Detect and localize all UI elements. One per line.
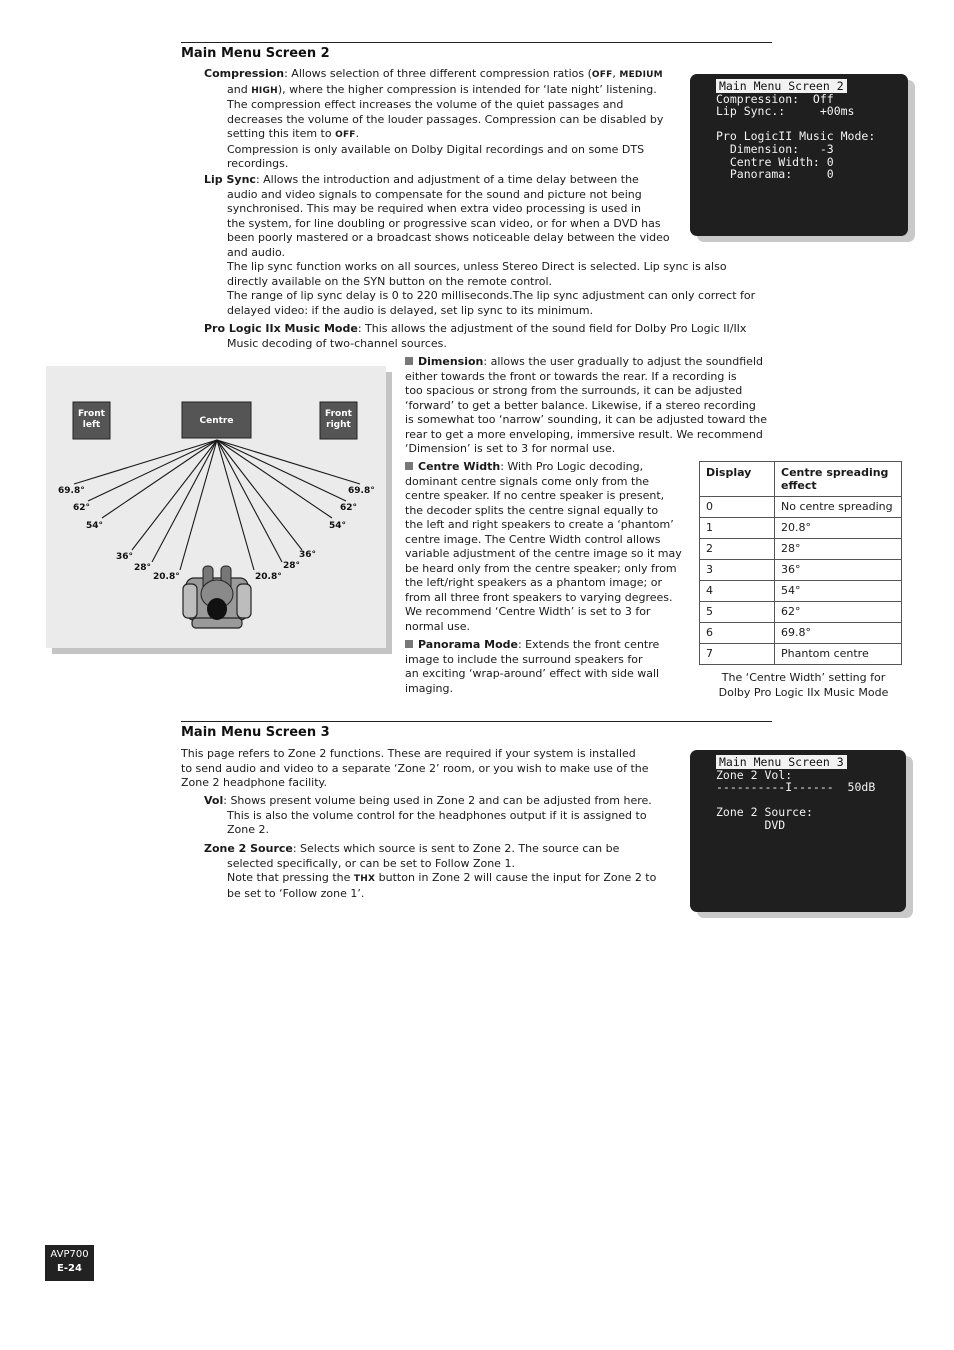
lipsync-text: The range of lip sync delay is 0 to 220 milliseconds.The lip sync adjustment can only correct for bbox=[227, 289, 756, 302]
lipsync-text: delayed video: if the audio is delayed, set lip sync to its minimum. bbox=[227, 303, 594, 317]
table-caption-line: Dolby Pro Logic IIx Music Mode bbox=[718, 686, 889, 699]
angle-label-right: 62° bbox=[340, 503, 358, 513]
table-cell: 54° bbox=[775, 581, 902, 602]
front-right-label: Front bbox=[325, 409, 352, 419]
dimension-text: ‘Dimension’ is set to 3 for normal use. bbox=[405, 442, 616, 455]
front-left-label: Front bbox=[78, 409, 105, 419]
panorama-entry bbox=[405, 638, 695, 696]
angle-label-left: 62° bbox=[73, 503, 91, 513]
table-caption bbox=[699, 670, 908, 700]
vol-entry bbox=[204, 794, 684, 838]
intro-text: Zone 2 headphone facility. bbox=[181, 776, 327, 789]
front-right-speaker bbox=[320, 402, 357, 439]
angle-label-right: 54° bbox=[329, 521, 347, 531]
table-row bbox=[700, 623, 902, 644]
screen3-heading: Main Menu Screen 3 bbox=[181, 725, 330, 740]
angle-label-left: 28° bbox=[134, 563, 152, 573]
display-title: Main Menu Screen 2 bbox=[716, 79, 847, 93]
compression-text: and bbox=[227, 82, 252, 96]
screen2-heading: Main Menu Screen 2 bbox=[181, 46, 330, 61]
thx-button-label: THX bbox=[353, 874, 376, 884]
table-cell: 6 bbox=[700, 623, 775, 644]
dimension-text: too spacious or strong from the surrounds, it can be adjusted bbox=[405, 384, 743, 397]
dimension-text: either towards the front or towards the rear. If a recording is bbox=[405, 369, 737, 383]
table-cell: 4 bbox=[700, 581, 775, 602]
display-title: Main Menu Screen 3 bbox=[716, 755, 847, 769]
centre-label: Centre bbox=[199, 416, 234, 426]
bullet-icon bbox=[405, 462, 413, 470]
centre-width-text: We recommend ‘Centre Width’ is set to 3 for bbox=[405, 605, 651, 618]
panorama-text: : Extends the front centre bbox=[517, 638, 660, 651]
panorama-text: imaging. bbox=[405, 681, 454, 695]
angle-label-right: 20.8° bbox=[255, 572, 282, 582]
lipsync-text: synchronised. This may be required when extra video processing is used in bbox=[227, 202, 641, 215]
bullet-icon bbox=[405, 357, 413, 365]
listener-chair-icon bbox=[183, 566, 251, 628]
table-cell: 7 bbox=[700, 644, 775, 665]
comma: , bbox=[612, 67, 620, 80]
centre-width-entry bbox=[405, 460, 695, 634]
prologic-text: Music decoding of two-channel sources. bbox=[227, 336, 447, 350]
table-cell: 2 bbox=[700, 539, 775, 560]
table-cell: No centre spreading bbox=[775, 497, 902, 518]
table-row bbox=[700, 497, 902, 518]
compression-text: Compression is only available on Dolby Digital recordings and on some DTS bbox=[227, 142, 645, 156]
table-cell: 3 bbox=[700, 560, 775, 581]
lipsync-text: audio and video signals to compensate for the sound and picture not being bbox=[227, 187, 642, 201]
model-name: AVP700 bbox=[50, 1249, 89, 1260]
prologic-text: : This allows the adjustment of the sound field for Dolby Pro Logic II/IIx bbox=[357, 322, 747, 335]
table-header: Display bbox=[700, 462, 775, 497]
centre-width-text: variable adjustment of the centre image so it may bbox=[405, 547, 682, 560]
centre-width-text: centre speaker. If no centre speaker is present, bbox=[405, 489, 665, 502]
dimension-text: ‘forward’ to get a better balance. Likewise, if a stereo recording bbox=[405, 398, 756, 412]
table-cell: 20.8° bbox=[775, 518, 902, 539]
lipsync-text: The lip sync function works on all sources, unless Stereo Direct is selected. Lip sync is also bbox=[227, 260, 727, 273]
centre-width-diagram bbox=[46, 366, 386, 648]
lipsync-text: and audio. bbox=[227, 245, 285, 259]
table-cell: 28° bbox=[775, 539, 902, 560]
table-header-row bbox=[700, 462, 902, 497]
vol-text: : Shows present volume being used in Zone 2 and can be adjusted from here. bbox=[223, 794, 652, 807]
vol-label: Vol bbox=[204, 794, 224, 807]
panorama-text: image to include the surround speakers for bbox=[405, 652, 643, 666]
compression-text: recordings. bbox=[227, 157, 289, 170]
display-lines: Compression: Off Lip Sync.: +00ms Pro LogicII Music Mode: Dimension: -3 Centre Width: 0 Panorama: 0 bbox=[716, 91, 876, 182]
prologic-label: Pro Logic IIx Music Mode bbox=[204, 322, 358, 335]
angle-label-left: 69.8° bbox=[58, 486, 85, 496]
front-left-speaker bbox=[73, 402, 110, 439]
page-badge bbox=[45, 1245, 94, 1281]
table-row bbox=[700, 560, 902, 581]
table-caption-line: The ‘Centre Width’ setting for bbox=[721, 671, 886, 684]
centre-speaker bbox=[182, 402, 251, 438]
lipsync-text: been poorly mastered or a broadcast shows noticeable delay between the video bbox=[227, 231, 670, 244]
front-right-label: right bbox=[326, 420, 351, 430]
centre-width-text: : With Pro Logic decoding, bbox=[500, 460, 644, 473]
prologic-entry bbox=[204, 322, 784, 351]
table-cell: 36° bbox=[775, 560, 902, 581]
section-rule-screen3 bbox=[181, 721, 772, 722]
centre-width-text: the left/right speakers as a phantom image; or bbox=[405, 576, 662, 589]
intro-text: This page refers to Zone 2 functions. These are required if your system is installed bbox=[181, 747, 636, 760]
intro-text: to send audio and video to a separate ‘Zone 2’ room, or you wish to make use of the bbox=[181, 761, 649, 775]
page-number: E-24 bbox=[57, 1263, 82, 1274]
lipsync-label: Lip Sync bbox=[204, 173, 256, 186]
menu-screen-2-display bbox=[690, 74, 908, 236]
medium-option: MEDIUM bbox=[619, 70, 663, 80]
compression-text: setting this item to bbox=[227, 127, 336, 140]
off-option: OFF bbox=[335, 130, 356, 140]
compression-text: ), where the higher compression is intended for ‘late night’ listening. bbox=[277, 82, 657, 96]
table-row bbox=[700, 644, 902, 665]
table-cell: 1 bbox=[700, 518, 775, 539]
bullet-icon bbox=[405, 640, 413, 648]
speaker-diagram-svg bbox=[46, 366, 386, 648]
centre-width-text: normal use. bbox=[405, 619, 471, 633]
angle-label-left: 36° bbox=[116, 552, 134, 562]
dispersion-lines bbox=[74, 440, 360, 570]
table-cell: 69.8° bbox=[775, 623, 902, 644]
dimension-text: rear to get a more enveloping, immersive result. We recommend bbox=[405, 427, 763, 441]
dimension-entry bbox=[405, 355, 777, 457]
centre-width-text: from all three front speakers to varying degrees. bbox=[405, 590, 673, 604]
zone2-source-text: : Selects which source is sent to Zone 2. The source can be bbox=[292, 842, 620, 855]
off-option: OFF bbox=[591, 70, 613, 80]
zone2-source-text: button in Zone 2 will cause the input for Zone 2 to bbox=[375, 871, 657, 884]
table-row bbox=[700, 539, 902, 560]
angle-label-left: 20.8° bbox=[153, 572, 180, 582]
vol-text: Zone 2. bbox=[227, 823, 269, 836]
table-cell: 0 bbox=[700, 497, 775, 518]
centre-width-text: be heard only from the centre speaker; only from bbox=[405, 561, 677, 575]
table-cell: Phantom centre bbox=[775, 644, 902, 665]
table-cell: 5 bbox=[700, 602, 775, 623]
menu-screen-3-display bbox=[690, 750, 906, 912]
panorama-label: Panorama Mode bbox=[418, 638, 518, 651]
zone2-source-entry bbox=[204, 842, 684, 901]
display-lines: Zone 2 Vol: ----------I------ 50dB Zone 2 Source: DVD bbox=[716, 767, 876, 832]
compression-text: decreases the volume of the louder passages. Compression can be disabled by bbox=[227, 112, 664, 126]
table-row bbox=[700, 581, 902, 602]
angle-label-left: 54° bbox=[86, 521, 104, 531]
table-cell: 62° bbox=[775, 602, 902, 623]
compression-entry bbox=[204, 67, 684, 172]
lipsync-text: : Allows the introduction and adjustment of a time delay between the bbox=[255, 173, 639, 186]
compression-text: : Allows selection of three different compression ratios ( bbox=[284, 67, 592, 80]
centre-width-text: the decoder splits the centre signal equally to bbox=[405, 503, 659, 517]
centre-width-text: the left and right speakers to create a ‘phantom’ bbox=[405, 518, 674, 531]
compression-text: . bbox=[355, 127, 360, 140]
compression-label: Compression bbox=[204, 67, 285, 80]
table-row bbox=[700, 518, 902, 539]
zone2-source-text: selected specifically, or can be set to Follow Zone 1. bbox=[227, 856, 515, 870]
compression-text: The compression effect increases the volume of the quiet passages and bbox=[227, 98, 624, 111]
centre-width-label: Centre Width bbox=[418, 460, 501, 473]
zone2-source-text: be set to ‘Follow zone 1’. bbox=[227, 886, 365, 900]
angle-label-right: 69.8° bbox=[348, 486, 375, 496]
vol-text: This is also the volume control for the headphones output if it is assigned to bbox=[227, 808, 647, 822]
dimension-text: : allows the user gradually to adjust the soundfield bbox=[483, 355, 763, 368]
panorama-text: an exciting ‘wrap-around’ effect with side wall bbox=[405, 667, 660, 680]
table-row bbox=[700, 602, 902, 623]
table-header: Centre spreading effect bbox=[775, 462, 902, 497]
centre-width-table bbox=[699, 461, 902, 665]
centre-width-text: dominant centre signals come only from the bbox=[405, 474, 650, 488]
section-rule-top bbox=[181, 42, 772, 43]
centre-width-text: centre image. The Centre Width control allows bbox=[405, 532, 661, 546]
screen3-intro bbox=[181, 747, 681, 791]
lipsync-text: the system, for line doubling or progressive scan video, or for when a DVD has bbox=[227, 216, 661, 230]
zone2-source-label: Zone 2 Source bbox=[204, 842, 293, 855]
lipsync-text: directly available on the SYN button on the remote control. bbox=[227, 274, 553, 288]
angle-label-right: 28° bbox=[283, 561, 301, 571]
high-option: HIGH bbox=[251, 85, 278, 96]
dimension-label: Dimension bbox=[418, 355, 484, 368]
dimension-text: is somewhat too ‘narrow’ sounding, it can be adjusted toward the bbox=[405, 413, 767, 426]
angle-label-right: 36° bbox=[299, 550, 317, 560]
zone2-source-text: Note that pressing the bbox=[227, 871, 354, 884]
front-left-label: left bbox=[82, 420, 101, 430]
